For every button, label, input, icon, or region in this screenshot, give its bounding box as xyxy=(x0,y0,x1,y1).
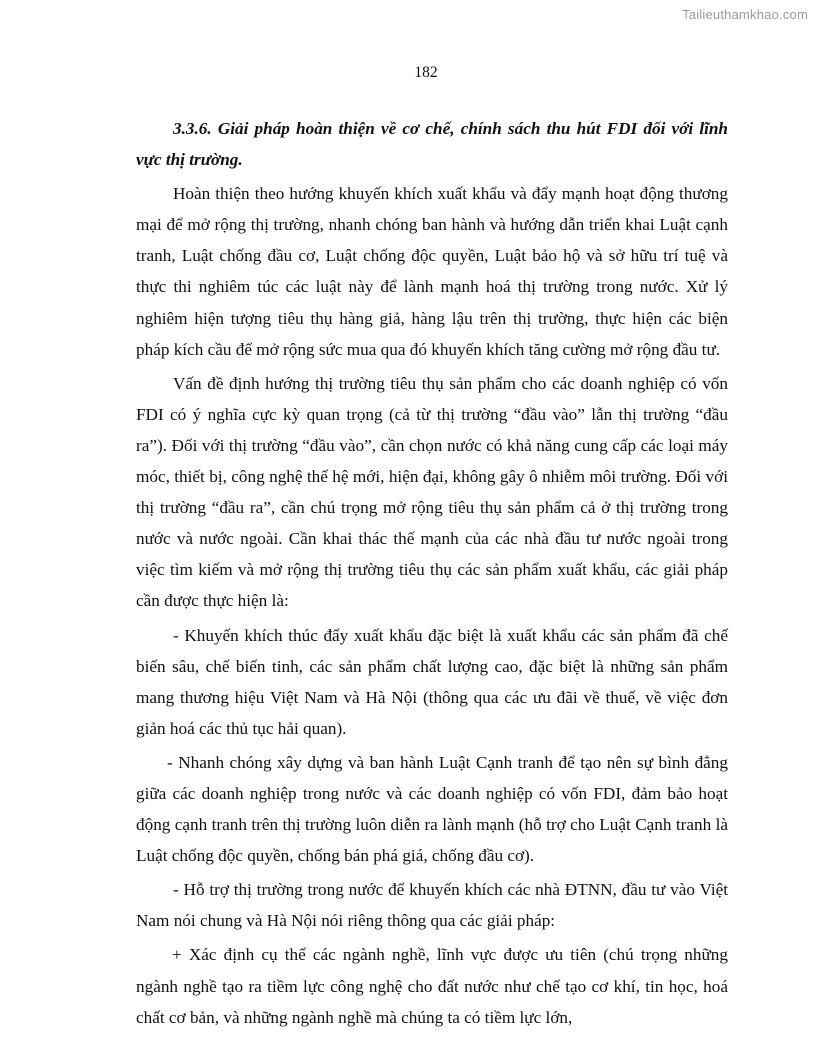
section-heading: 3.3.6. Giải pháp hoàn thiện về cơ chế, chính sách thu hút FDI đối với lĩnh vực thị trường. xyxy=(136,119,728,170)
paragraph-export-promotion: - Khuyến khích thúc đẩy xuất khẩu đặc biệt là xuất khẩu các sản phẩm đã chế biến sâu, chế biến tinh, các sản phẩm chất lượng cao, đặc biệt là những sản phẩm mang thương hiệu Việt Nam và Hà Nội (thông qua các ưu đãi về thuế, về việc đơn giản hoá các thủ tục hải quan). xyxy=(136,625,728,738)
watermark: Tailieuthamkhao.com xyxy=(682,7,808,22)
page-number: 182 xyxy=(414,64,438,81)
paragraph-market-orientation: Vấn đề định hướng thị trường tiêu thụ sản phẩm cho các doanh nghiệp có vốn FDI có ý nghĩa cực kỳ quan trọng (cả từ thị trường “đầu vào” lẫn thị trường “đầu ra”). Đối với thị trường “đầu vào”, cần chọn nước có khả năng cung cấp các loại máy móc, thiết bị, công nghệ thế hệ mới, hiện đại, không gây ô nhiễm môi trường. Đối với thị trường “đầu ra”, cần chú trọng mở rộng tiêu thụ sản phẩm cả ở thị trường trong nước và nước ngoài. Cần khai thác thế mạnh của các nhà đầu tư nước ngoài trong việc tìm kiếm và mở rộng thị trường tiêu thụ các sản phẩm xuất khẩu, các giải pháp cần được thực hiện là: xyxy=(136,373,728,611)
document-body xyxy=(136,113,728,1036)
paragraph-competition-law: - Nhanh chóng xây dựng và ban hành Luật Cạnh tranh để tạo nên sự bình đẳng giữa các doanh nghiệp trong nước và các doanh nghiệp có vốn FDI, đảm bảo hoạt động cạnh tranh trên thị trường luôn diễn ra lành mạnh (hỗ trợ cho Luật Cạnh tranh là Luật chống độc quyền, chống bán phá giá, chống đầu cơ). xyxy=(136,752,728,866)
paragraph-domestic-market-support: - Hỗ trợ thị trường trong nước để khuyến khích các nhà ĐTNN, đầu tư vào Việt Nam nói chung và Hà Nội nói riêng thông qua các giải pháp: xyxy=(136,880,728,931)
paragraph-market-improvement: Hoàn thiện theo hướng khuyến khích xuất khẩu và đẩy mạnh hoạt động thương mại để mở rộng thị trường, nhanh chóng ban hành và hướng dẫn triển khai Luật cạnh tranh, Luật chống đầu cơ, Luật chống độc quyền, Luật bảo hộ và sở hữu trí tuệ và thực thi nghiêm túc các luật này để lành mạnh hoá thị trường trong nước. Xử lý nghiêm hiện tượng tiêu thụ hàng giả, hàng lậu trên thị trường, thực hiện các biện pháp kích cầu để mở rộng sức mua qua đó khuyến khích tăng cường mở rộng đầu tư. xyxy=(136,184,728,359)
paragraph-priority-sectors: + Xác định cụ thể các ngành nghề, lĩnh vực được ưu tiên (chú trọng những ngành nghề tạo ra tiềm lực công nghệ cho đất nước như chế tạo cơ khí, tin học, hoá chất cơ bản, và những ngành nghề mà chúng ta có tiềm lực lớn, xyxy=(136,945,728,1027)
